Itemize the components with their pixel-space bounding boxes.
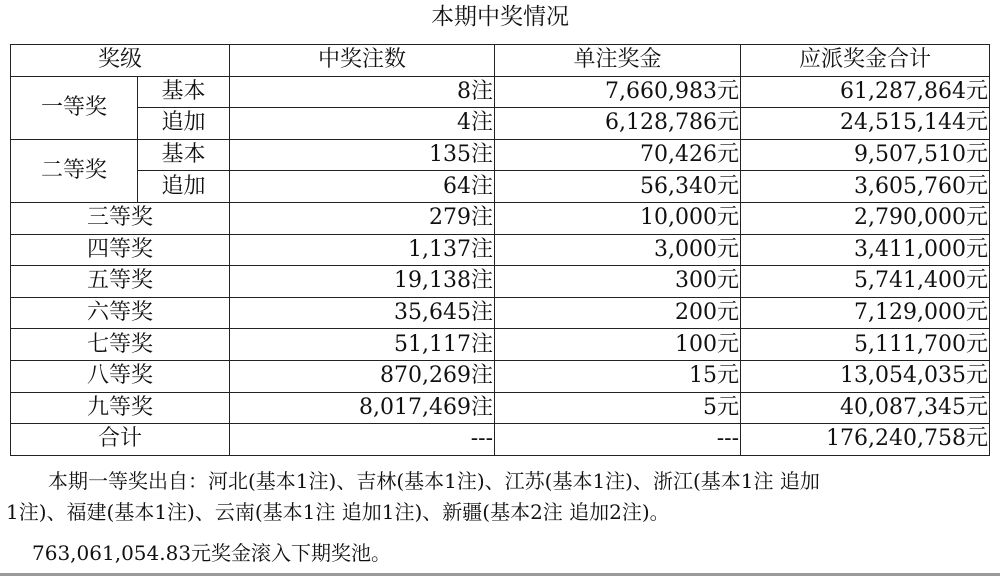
note-line-2: 1注)、福建(基本1注)、云南(基本1注 追加1注)、新疆(基本2注 追加2注)。 [6,500,670,524]
sum-prize: --- [495,424,741,456]
table-row-first-basic [11,76,990,108]
table-row-sum [11,424,990,456]
winner-count: 870,269注 [230,360,495,392]
bet-type: 基本 [138,139,230,171]
prize-level-name: 六等奖 [11,297,230,329]
jackpot-rollover-note: 763,061,054.83元奖金滚入下期奖池。 [32,541,392,565]
total-amount: 9,507,510元 [741,139,990,171]
prize-level-name: 九等奖 [11,392,230,424]
table-row [11,266,990,298]
second-prize-name: 二等奖 [11,139,138,202]
winner-count: 8,017,469注 [230,392,495,424]
winner-count: 8注 [230,76,495,108]
prize-level-name: 五等奖 [11,266,230,298]
bet-type: 追加 [138,108,230,140]
prize-amount: 7,660,983元 [495,76,741,108]
prize-amount: 6,128,786元 [495,108,741,140]
header-count: 中奖注数 [230,45,495,77]
winner-count: 1,137注 [230,234,495,266]
prize-table [10,44,990,456]
prize-level-name: 三等奖 [11,202,230,234]
total-amount: 61,287,864元 [741,76,990,108]
table-row [11,297,990,329]
total-amount: 3,605,760元 [741,171,990,203]
header-level: 奖级 [11,45,230,77]
winner-count: 4注 [230,108,495,140]
prize-amount: 300元 [495,266,741,298]
total-amount: 5,111,700元 [741,329,990,361]
header-total: 应派奖金合计 [741,45,990,77]
prize-amount: 200元 [495,297,741,329]
prize-level-name: 四等奖 [11,234,230,266]
total-amount: 40,087,345元 [741,392,990,424]
note-line-1: 本期一等奖出自：河北(基本1注)、吉林(基本1注)、江苏(基本1注)、浙江(基本1注 追加 [48,469,820,493]
table-row-second-basic [11,139,990,171]
table-row [11,360,990,392]
total-amount: 2,790,000元 [741,202,990,234]
prize-amount: 70,426元 [495,139,741,171]
winner-count: 279注 [230,202,495,234]
total-amount: 24,515,144元 [741,108,990,140]
table-row [11,392,990,424]
first-prize-name: 一等奖 [11,76,138,139]
total-amount: 13,054,035元 [741,360,990,392]
winner-count: 64注 [230,171,495,203]
prize-amount: 100元 [495,329,741,361]
page-title: 本期中奖情况 [431,4,569,30]
sum-total: 176,240,758元 [741,424,990,456]
table-row-first-extra [11,108,990,140]
first-prize-origin-note [6,466,991,528]
prize-amount: 10,000元 [495,202,741,234]
winner-count: 19,138注 [230,266,495,298]
prize-amount: 15元 [495,360,741,392]
prize-amount: 5元 [495,392,741,424]
table-row [11,202,990,234]
table-row [11,234,990,266]
winner-count: 51,117注 [230,329,495,361]
winner-count: 35,645注 [230,297,495,329]
total-amount: 3,411,000元 [741,234,990,266]
sum-count: --- [230,424,495,456]
prize-level-name: 七等奖 [11,329,230,361]
prize-amount: 3,000元 [495,234,741,266]
table-row [11,329,990,361]
bet-type: 追加 [138,171,230,203]
header-prize: 单注奖金 [495,45,741,77]
bet-type: 基本 [138,76,230,108]
table-row-second-extra [11,171,990,203]
winner-count: 135注 [230,139,495,171]
prize-level-name: 八等奖 [11,360,230,392]
total-amount: 5,741,400元 [741,266,990,298]
total-amount: 7,129,000元 [741,297,990,329]
prize-amount: 56,340元 [495,171,741,203]
sum-label: 合计 [11,424,230,456]
table-header-row [11,45,990,77]
